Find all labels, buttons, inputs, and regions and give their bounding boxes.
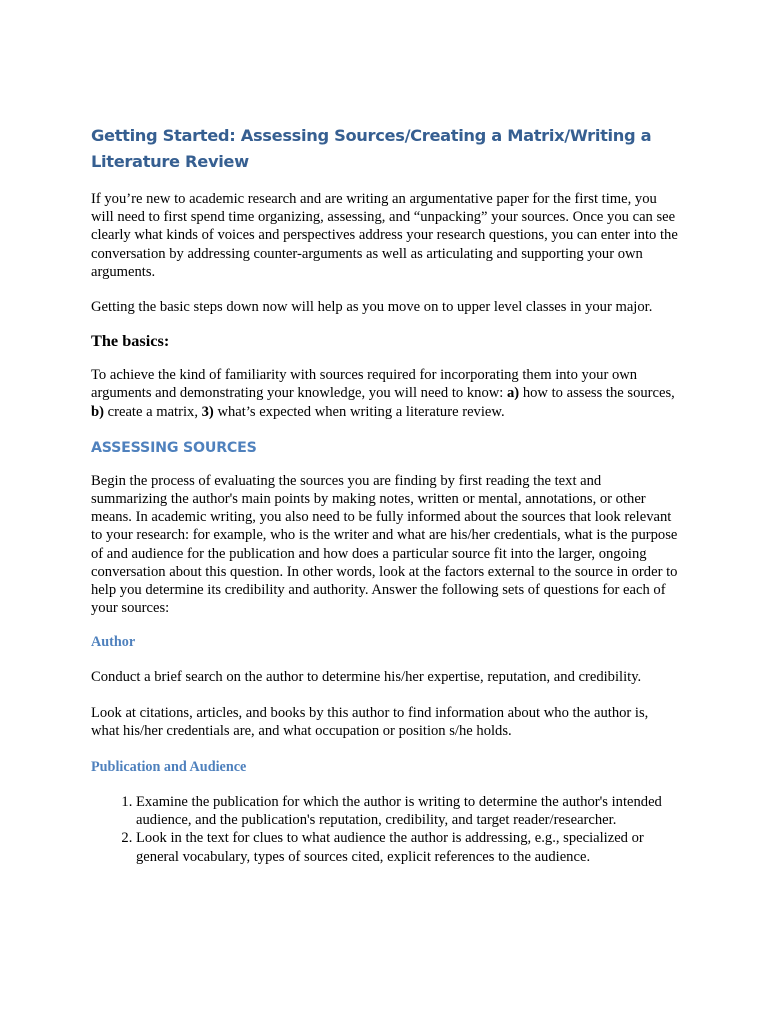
author-paragraph-2: Look at citations, articles, and books by this author to find information about who the author is, what his/her credentials are, and what occupation or position s/he holds. — [91, 704, 649, 739]
list-item: 2. Look in the text for clues to what audience the author is addressing, e.g., specialized or general vocabulary, types of sources cited, explicit references to the audience. — [136, 829, 678, 865]
achieve-item-b: create a matrix, — [103, 403, 202, 420]
basic-steps-paragraph: Getting the basic steps down now will help as you move on to upper level classes in your major. — [91, 299, 653, 316]
marker-3: 3) — [201, 403, 214, 420]
intro-paragraph: If you’re new to academic research and are writing an argumentative paper for the first time, you will need to first spend time organizing, assessing, and “unpacking” your sources. Once you can see clearly what kinds of voices and perspectives address your research questions, you can enter into the conversation by addressing counter-arguments as well as articulating and supporting your own arguments. — [91, 191, 678, 280]
document-title — [91, 123, 678, 175]
achieve-item-a: how to assess the sources, — [519, 385, 675, 402]
achieve-text: To achieve the kind of familiarity with sources required for incorporating them into your own arguments and demonstrating your knowledge, you will need to know: — [91, 367, 638, 402]
achieve-paragraph — [91, 366, 678, 421]
marker-a: a) — [507, 385, 520, 402]
document-title-line-1: Getting Started: Assessing Sources/Creating a Matrix/Writing a — [91, 126, 652, 145]
publication-audience-heading: Publication and Audience — [91, 759, 247, 776]
marker-b: b) — [91, 403, 104, 420]
document-title-line-2: Literature Review — [91, 152, 249, 171]
list-item: 1. Examine the publication for which the author is writing to determine the author's intended audience, and the publication's reputation, credibility, and target reader/researcher. — [136, 793, 678, 829]
assessing-sources-heading: ASSESSING SOURCES — [91, 439, 257, 456]
achieve-item-3: what’s expected when writing a literature review. — [213, 403, 505, 420]
author-paragraph-1: Conduct a brief search on the author to determine his/her expertise, reputation, and credibility. — [91, 669, 642, 686]
basics-heading: The basics: — [91, 331, 170, 351]
author-heading: Author — [91, 634, 136, 651]
publication-steps-list — [91, 793, 678, 866]
assessing-sources-paragraph: Begin the process of evaluating the sources you are finding by first reading the text and summarizing the author's main points by making notes, written or mental, annotations, or other means. In academic writing, you also need to be fully informed about the sources that look relevant to your research: for example, who is the writer and what are his/her credentials, what is the purpose of and audience for the publication and how does a particular source fit into the larger, ongoing conversation about this question. In other words, look at the factors external to the source in order to help you determine its credibility and authority. Answer the following sets of questions for each of your sources: — [91, 472, 678, 617]
